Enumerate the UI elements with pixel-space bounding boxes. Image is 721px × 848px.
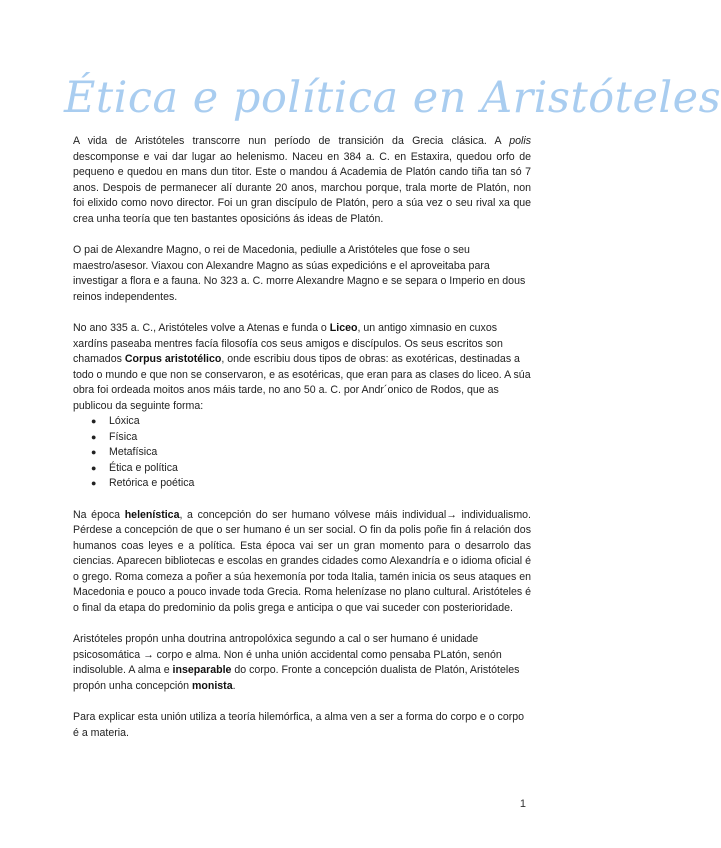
bold-term-helenistica: helenística [124, 508, 180, 521]
list-item [91, 476, 531, 492]
list-item-label: Física [109, 430, 138, 443]
text-run: , un antigo ximnasio en cuxos xardíns paseaba mentres facía filosofía cos seus amigos e discípulos. Os seus escritos son chamados [73, 322, 503, 365]
italic-term-polis: polis [509, 135, 531, 147]
list-item [91, 461, 531, 477]
bold-term-monista: monista [191, 679, 233, 692]
text-run: Na época [73, 508, 125, 521]
bullet-icon: ● [91, 447, 97, 457]
works-list [73, 414, 531, 492]
paragraph-hellenism [73, 508, 531, 617]
bullet-icon: ● [91, 431, 97, 442]
text-run: , onde escribiu dous tipos de obras: as exotéricas, destinadas a todo o mundo e que non se conservaron, e as esotéricas, que eran para as clases do liceo. A súa obra foi ordeada moitos anos máis tarde, no ano 50 a. C. por Andr´onico de Rodos, que as publicou da seguinte forma: [73, 353, 531, 412]
text-run: , a concepción do ser humano vólvese máis individual→ individualismo. Pérdese a concepción de que o ser humano é un ser social. O fin da polis poñe fin á relación dos humanos coas leyes e a política. Esta época vai ser un gran momento para o desarrolo das ciencias. Aparecen bibliotecas e escolas en grandes cidades como Alexandría e o idioma oficial é o grego. Roma comeza a poñer a súa hexemonía por toda Italia, tamén inicia os seus ataques en Macedonia e pouco a pouco invade toda Grecia. Roma helenízase no plano cultural. Aristóteles é o final da etapa do predominio da polis grega e anticipa o que vai suceder con posterioridade. [73, 508, 532, 614]
text-run: . [232, 679, 236, 692]
page-title: Ética e política en Aristóteles [64, 73, 721, 123]
bold-term-corpus: Corpus aristotélico [124, 353, 222, 365]
list-item [91, 430, 531, 446]
list-item-label: Ética e política [109, 461, 178, 474]
bold-term-inseparable: inseparable [172, 664, 232, 676]
document-body [73, 134, 531, 757]
paragraph-anthropology [73, 632, 531, 694]
paragraph-life [73, 134, 531, 227]
list-item-label: Lóxica [109, 415, 140, 427]
bullet-icon: ● [91, 462, 97, 473]
text-run: descomponse e vai dar lugar ao helenismo. Naceu en 384 a. C. en Estaxira, quedou orfo de pequeno e quedou en mans dun titor. Este o mandou á Academia de Platón cando tiña tan só 7 anos. Despois de permanecer alí durante 20 anos, marchou porque, trala morte de Platón, non foi elixido como novo director. Foi un gran discípulo de Platón, pero a súa vez o seu rival xa que crea unha teoría que ten bastantes oposicións ás ideas de Platón. [73, 150, 531, 225]
text-run: No ano 335 a. C., Aristóteles volve a Atenas e funda o [73, 322, 330, 334]
list-item-label: Metafísica [109, 446, 158, 458]
text-run: Aristóteles propón unha doutrina antropolóxica segundo a cal o ser humano é unidade psicosomática → corpo e alma. Non é unha unión accidental como pensaba PLatón, senón indisoluble. A alma e [73, 633, 502, 676]
page-number: 1 [519, 798, 526, 810]
paragraph-alexander: O pai de Alexandre Magno, o rei de Macedonia, pediulle a Aristóteles que fose o seu maestro/asesor. Viaxou con Alexandre Magno as súas expedicións e el aproveitaba para investigar a flora e a fauna. No 323 a. C. morre Alexandre Magno e se separa o Imperio en dous reinos independentes. [73, 244, 526, 303]
list-item [91, 445, 531, 461]
paragraph-hylomorphism: Para explicar esta unión utiliza a teoría hilemórfica, a alma ven a ser a forma do corpo e o corpo é a materia. [73, 711, 525, 739]
text-run: A vida de Aristóteles transcorre nun período de transición da Grecia clásica. A [73, 135, 510, 147]
bullet-icon: ● [91, 478, 97, 488]
bullet-icon: ● [91, 416, 97, 426]
bold-term-liceo: Liceo [329, 322, 358, 334]
list-item [91, 414, 531, 430]
paragraph-lyceum [73, 321, 531, 414]
text-run: do corpo. Fronte a concepción dualista de Platón, Aristóteles propón unha concepción [73, 664, 520, 692]
list-item-label: Retórica e poética [109, 477, 195, 489]
